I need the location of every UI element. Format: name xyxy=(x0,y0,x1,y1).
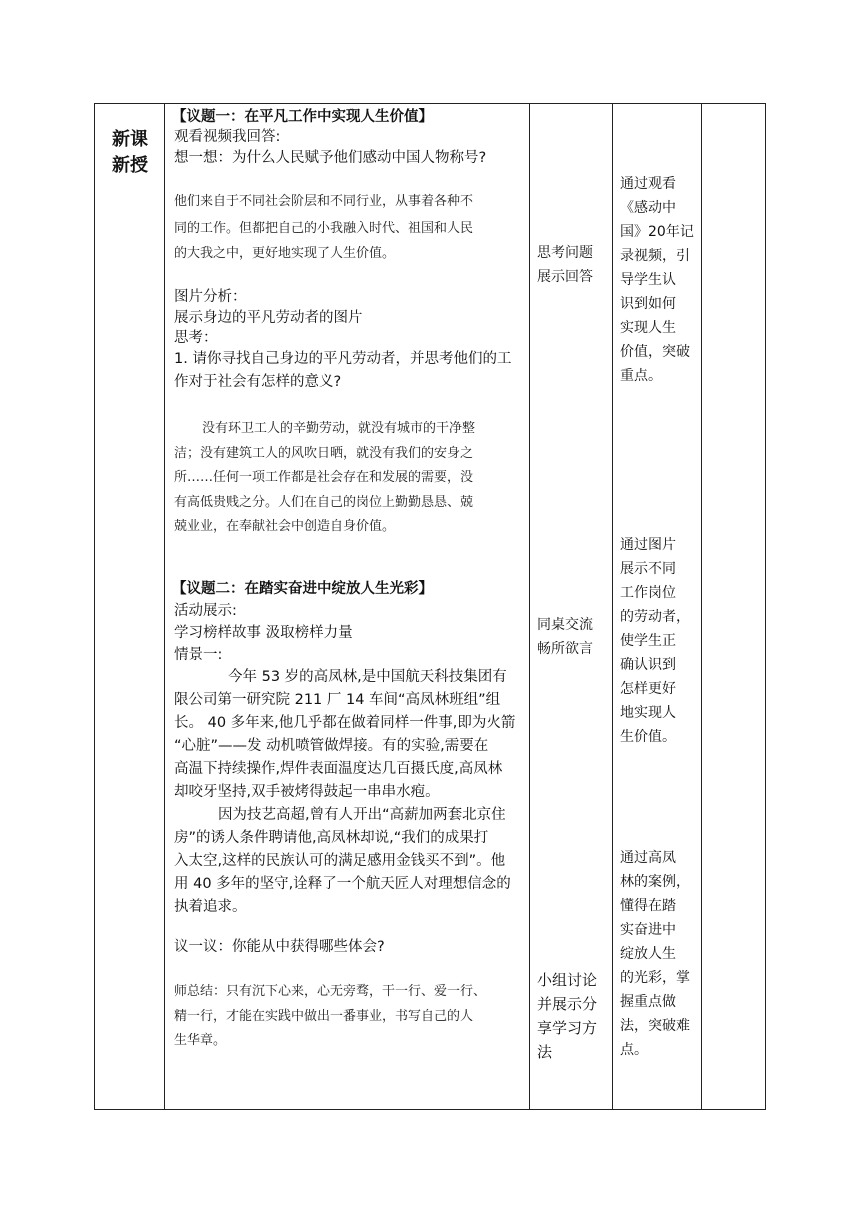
intent-line: 通过观看 xyxy=(620,176,676,192)
student-activity-line: 享学习方 xyxy=(537,1019,598,1037)
student-activity-3 xyxy=(537,968,607,1064)
intent-line: 的光彩，掌 xyxy=(620,970,690,986)
design-intent-1 xyxy=(620,172,696,388)
intent-line: 地实现人 xyxy=(620,705,676,721)
story-line: 限公司第一研究院 211 厂 14 车间“高凤林班组”组 xyxy=(174,692,501,708)
intent-line: 价值，突破 xyxy=(620,344,690,360)
story-line: 却咬牙坚持,双手被烤得鼓起一串串水疱。 xyxy=(174,784,440,800)
intent-line: 实奋进中 xyxy=(620,922,676,938)
answer1-line: 同的工作。但都把自己的小我融入时代、祖国和人民 xyxy=(174,221,474,236)
story-line: 入太空,这样的民族认可的满足感用金钱买不到”。他 xyxy=(174,853,506,869)
design-intent-2 xyxy=(620,533,696,749)
student-activity-2 xyxy=(537,613,607,661)
learn-model-text: 学习榜样故事 汲取榜样力量 xyxy=(174,625,353,641)
topic1-title: 【议题一：在平凡工作中实现人生价值】 xyxy=(172,109,433,125)
column-divider-1 xyxy=(164,103,165,1110)
intent-line: 导学生认 xyxy=(620,272,676,288)
answer2-line: 洁；没有建筑工人的风吹日晒，就没有我们的安身之 xyxy=(174,446,474,461)
summary-line: 师总结：只有沉下心来，心无旁骛，干一行、爱一行、 xyxy=(174,984,487,999)
table-left-border xyxy=(94,103,95,1110)
intent-line: 绽放人生 xyxy=(620,946,676,962)
table-top-border xyxy=(94,103,766,104)
story-line: 今年 53 岁的高凤林,是中国航天科技集团有 xyxy=(228,669,507,685)
student-activity-line: 畅所欲言 xyxy=(537,641,593,657)
design-intent-3 xyxy=(620,846,696,1062)
student-activity-line: 同桌交流 xyxy=(537,617,593,633)
table-right-border xyxy=(765,103,766,1110)
table-bottom-border xyxy=(94,1109,766,1110)
section-label-line-1: 新课 xyxy=(112,129,148,150)
answer2-line: 有高低贵贱之分。人们在自己的岗位上勤勤恳恳、兢 xyxy=(174,495,474,510)
student-activity-line: 思考问题 xyxy=(537,245,593,261)
topic2-title: 【议题二：在踏实奋进中绽放人生光彩】 xyxy=(172,581,433,597)
intent-line: 握重点做 xyxy=(620,994,676,1010)
intent-line: 确认识到 xyxy=(620,657,676,673)
think-question: 想一想：为什么人民赋予他们感动中国人物称号? xyxy=(174,150,487,166)
scenario1-heading: 情景一: xyxy=(174,647,223,663)
answer2-line: 所……任何一项工作都是社会存在和发展的需要，没 xyxy=(174,470,474,485)
intent-line: 重点。 xyxy=(620,368,662,384)
column-divider-2 xyxy=(529,103,530,1110)
summary-line: 精一行，才能在实践中做出一番事业，书写自己的人 xyxy=(174,1009,474,1024)
intent-line: 实现人生 xyxy=(620,320,676,336)
story-line: 执着追求。 xyxy=(174,899,247,915)
intent-line: 林的案例， xyxy=(620,874,690,890)
intent-line: 录视频，引 xyxy=(620,248,690,264)
story-line: 房”的诱人条件聘请他,高凤林却说,“我们的成果打 xyxy=(174,830,489,846)
question1-line: 1. 请你寻找自己身边的平凡劳动者，并思考他们的工 xyxy=(174,351,512,367)
intent-line: 展示不同 xyxy=(620,561,676,577)
student-activity-line: 并展示分 xyxy=(537,995,598,1013)
story-line: “心脏”——发 动机喷管做焊接。有的实验,需要在 xyxy=(174,738,489,754)
discuss-prompt: 议一议：你能从中获得哪些体会? xyxy=(174,939,385,955)
story-line: 高温下持续操作,焊件表面温度达几百摄氏度,高凤林 xyxy=(174,761,503,777)
answer2-line: 兢业业，在奉献社会中创造自身价值。 xyxy=(174,519,396,534)
intent-line: 使学生正 xyxy=(620,633,676,649)
student-activity-line: 展示回答 xyxy=(537,269,593,285)
intent-line: 国》20年记 xyxy=(620,224,694,240)
intent-line: 的劳动者， xyxy=(620,609,690,625)
watch-video-prompt: 观看视频我回答: xyxy=(174,129,281,145)
answer1-line: 他们来自于不同社会阶层和不同行业，从事着各种不 xyxy=(174,194,474,209)
answer1-line: 的大我之中，更好地实现了人生价值。 xyxy=(174,246,396,261)
show-pictures-text: 展示身边的平凡劳动者的图片 xyxy=(174,310,363,326)
story-line: 因为技艺高超,曾有人开出“高薪加两套北京住 xyxy=(218,807,506,823)
intent-line: 通过图片 xyxy=(620,537,676,553)
story-line: 用 40 多年的坚守,诠释了一个航天匠人对理想信念的 xyxy=(174,876,511,892)
picture-analysis-heading: 图片分析： xyxy=(174,289,247,305)
intent-line: 工作岗位 xyxy=(620,585,676,601)
answer2-line: 没有环卫工人的辛勤劳动，就没有城市的干净整 xyxy=(202,421,476,436)
question1-line: 作对于社会有怎样的意义? xyxy=(174,374,342,390)
student-activity-line: 小组讨论 xyxy=(537,971,598,989)
column-divider-4 xyxy=(701,103,702,1110)
intent-line: 《感动中 xyxy=(620,200,676,216)
intent-line: 法，突破难 xyxy=(620,1018,690,1034)
student-activity-1 xyxy=(537,241,607,289)
column-divider-3 xyxy=(612,103,613,1110)
student-activity-line: 法 xyxy=(537,1043,553,1061)
intent-line: 识到如何 xyxy=(620,296,676,312)
section-label-line-2: 新授 xyxy=(112,155,148,176)
summary-line: 生华章。 xyxy=(174,1033,227,1048)
intent-line: 点。 xyxy=(620,1042,648,1058)
activity-heading: 活动展示: xyxy=(174,603,237,619)
intent-line: 生价值。 xyxy=(620,729,676,745)
intent-line: 怎样更好 xyxy=(620,681,676,697)
thinking-heading: 思考： xyxy=(174,330,218,346)
intent-line: 通过高凤 xyxy=(620,850,676,866)
section-label xyxy=(100,127,160,179)
intent-line: 懂得在踏 xyxy=(620,898,676,914)
story-line: 长。 40 多年来,他几乎都在做着同样一件事,即为火箭 xyxy=(174,715,516,731)
